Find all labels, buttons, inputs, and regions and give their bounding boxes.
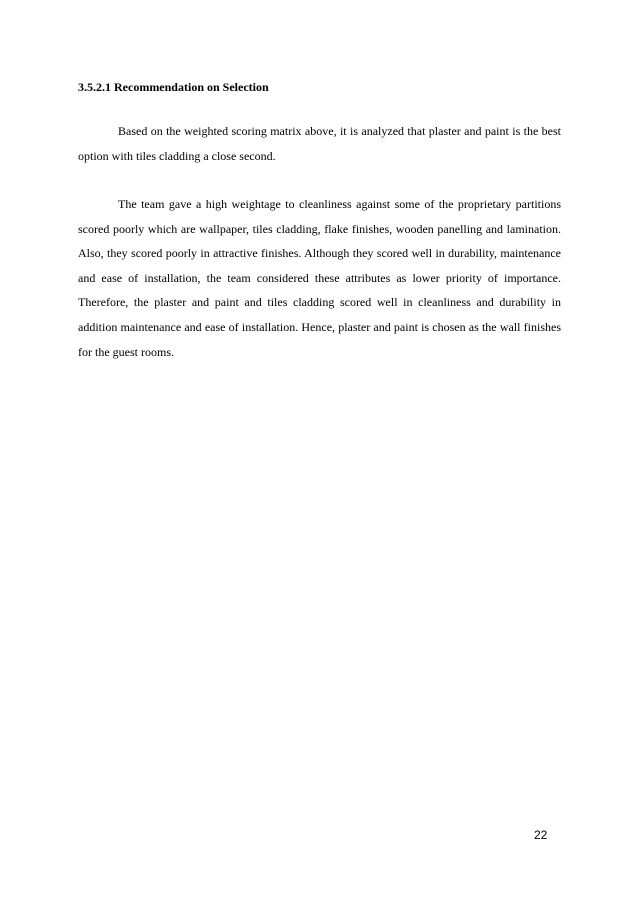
paragraph-selection-summary: Based on the weighted scoring matrix above, it is analyzed that plaster and paint is the best option with tiles cladding a close second. bbox=[78, 124, 561, 163]
paragraph-selection-rationale: The team gave a high weightage to cleanliness against some of the proprietary partitions scored poorly which are wallpaper, tiles cladding, flake finishes, wooden panelling and lamination. Also, they scored poorly in attractive finishes. Although they scored well in durability, maintenance and ease of installation, the team considered these attributes as lower priority of importance. Therefore, the plaster and paint and tiles cladding scored well in cleanliness and durability in addition maintenance and ease of installation. Hence, plaster and paint is chosen as the wall finishes for the guest rooms. bbox=[78, 197, 561, 359]
section-heading: 3.5.2.1 Recommendation on Selection bbox=[78, 80, 269, 94]
page-number: 22 bbox=[534, 828, 548, 842]
